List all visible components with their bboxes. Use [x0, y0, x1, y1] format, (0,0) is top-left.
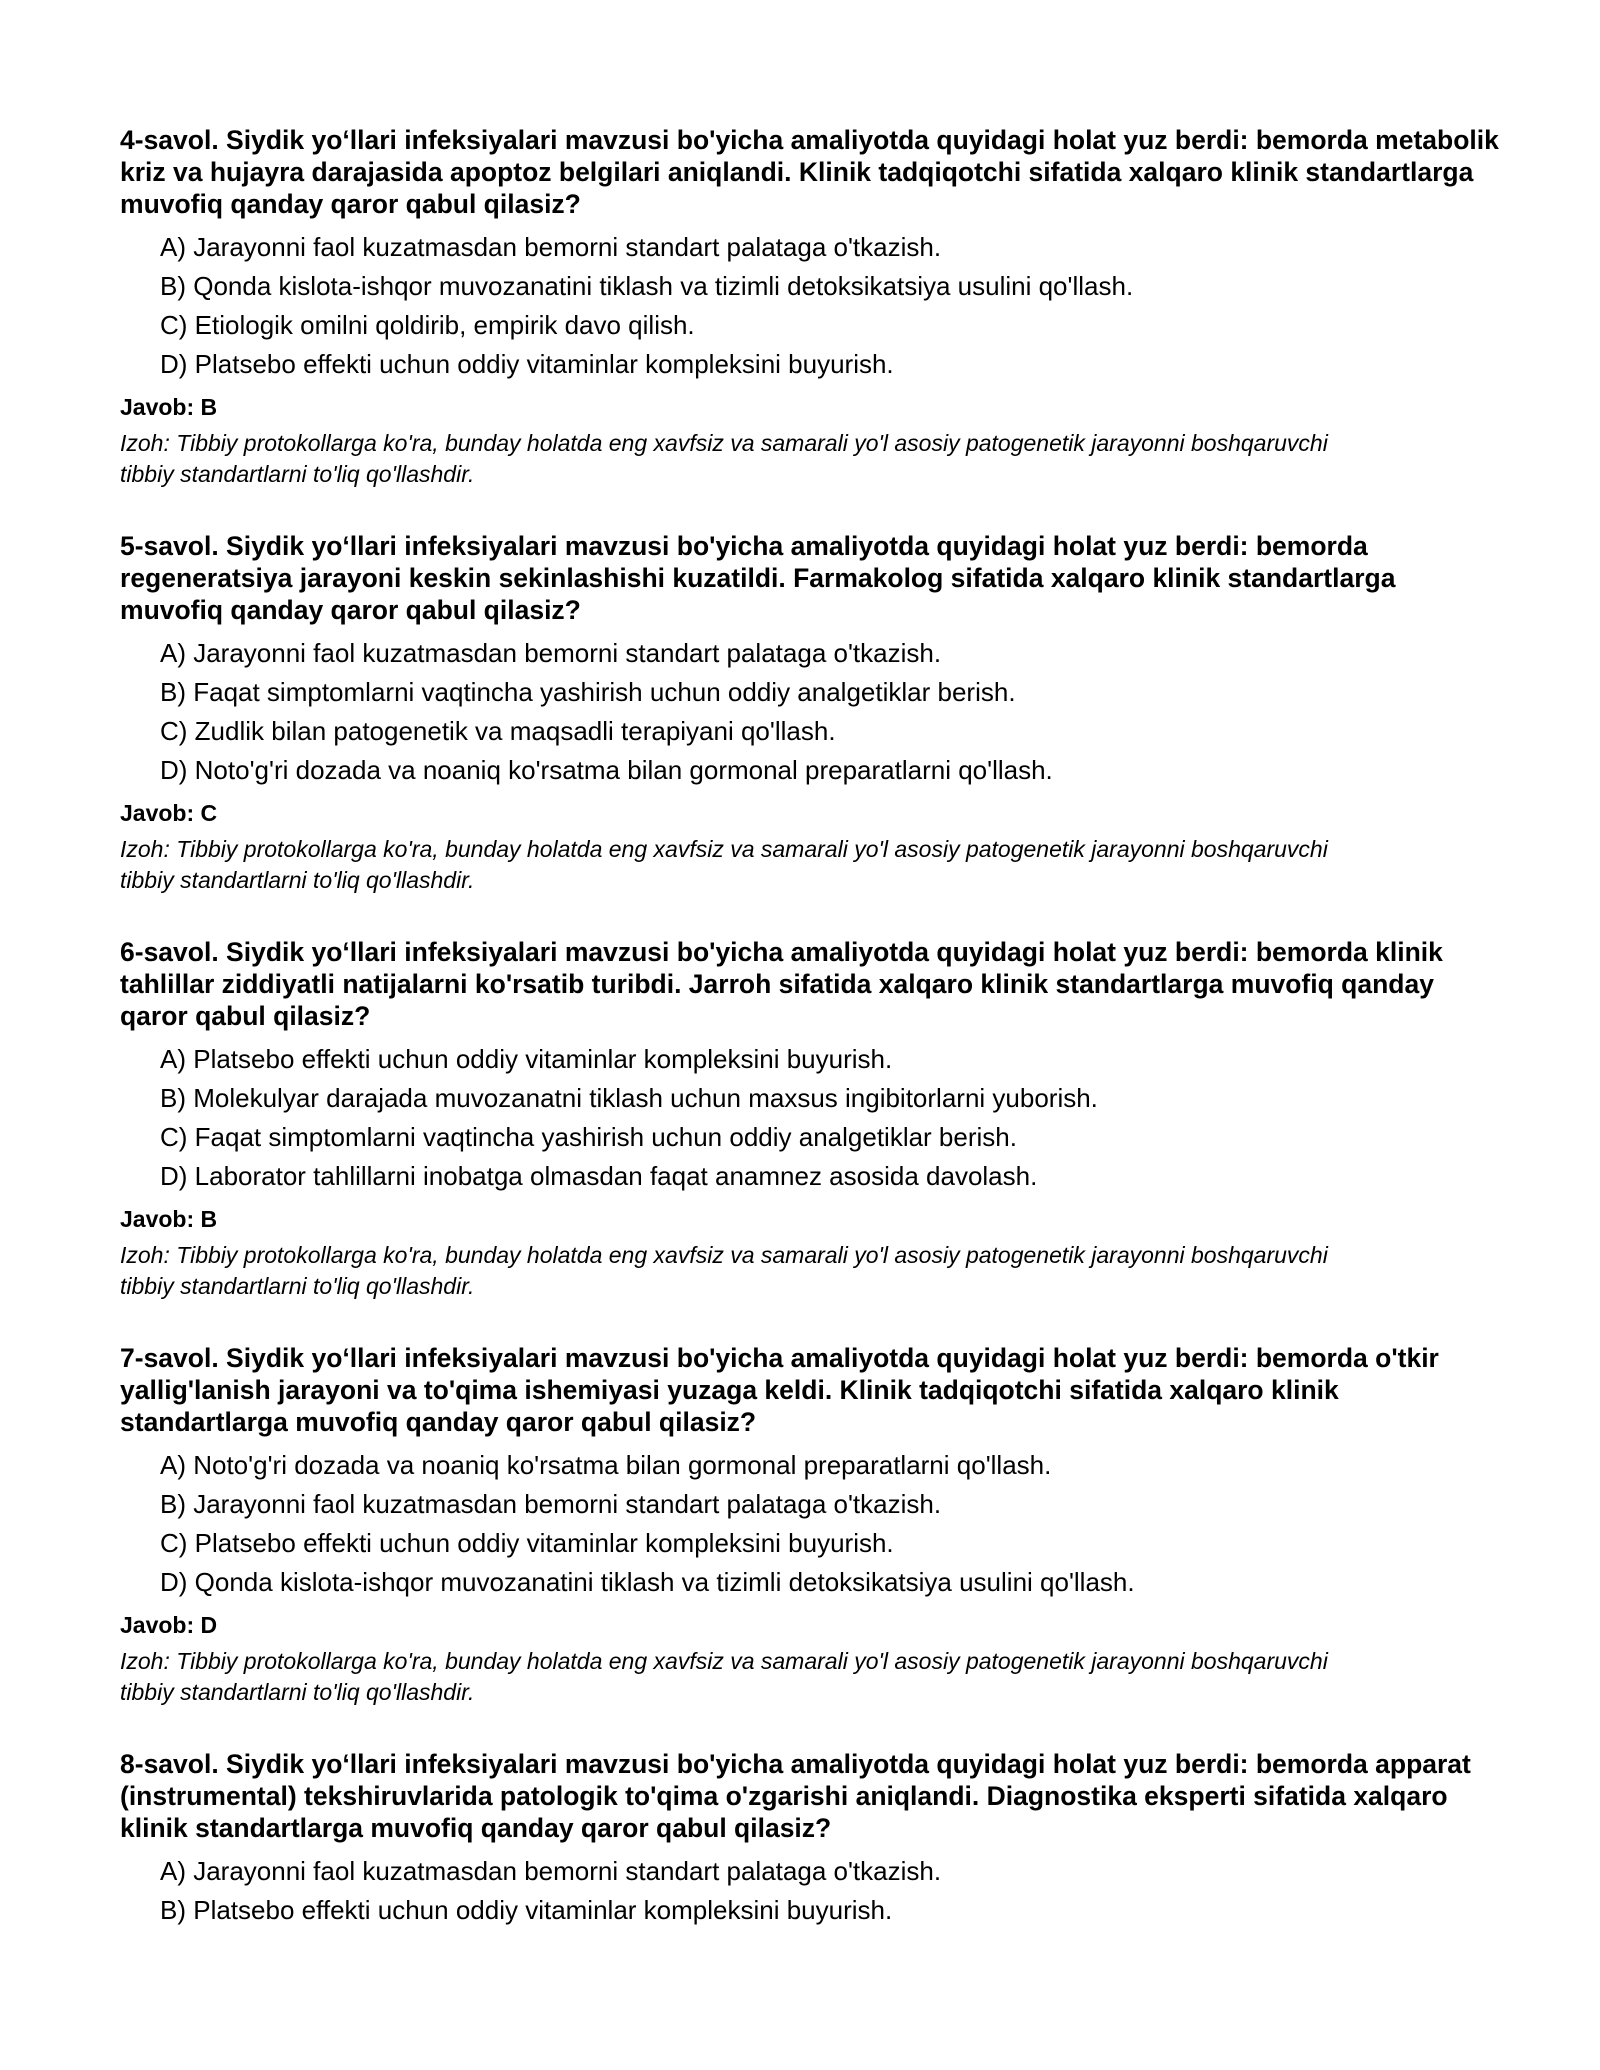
option-b: B) Platsebo effekti uchun oddiy vitaminlar kompleksini buyurish.	[160, 1895, 893, 1925]
answer: Javob: B	[120, 394, 218, 420]
note: Izoh: Tibbiy protokollarga ko'ra, bunday holatda eng xavfsiz va samarali yo'l asosiy patogenetik jarayonni boshqaruvchi tibbiy standartlarni to'liq qo'llashdir.	[120, 1242, 1328, 1299]
question-7	[120, 1342, 1500, 1708]
option-c: C) Zudlik bilan patogenetik va maqsadli terapiyani qo'llash.	[160, 716, 836, 746]
note: Izoh: Tibbiy protokollarga ko'ra, bunday holatda eng xavfsiz va samarali yo'l asosiy patogenetik jarayonni boshqaruvchi tibbiy standartlarni to'liq qo'llashdir.	[120, 1648, 1328, 1705]
document-page	[120, 124, 1500, 1970]
answer: Javob: B	[120, 1206, 218, 1232]
question-title: 7-savol. Siydik yo‘llari infeksiyalari mavzusi bo'yicha amaliyotda quyidagi holat yuz berdi: bemorda o'tkir yallig'lanish jarayoni va to'qima ishemiyasi yuzaga keldi. Klinik tadqiqotchi sifatida xalqaro klinik standartlarga muvofiq qanday qaror qabul qilasiz?	[120, 1343, 1439, 1437]
option-c: C) Etiologik omilni qoldirib, empirik davo qilish.	[160, 310, 695, 340]
option-d: D) Platsebo effekti uchun oddiy vitaminlar kompleksini buyurish.	[160, 349, 894, 379]
options-list	[120, 228, 1500, 384]
option-d: D) Noto'g'ri dozada va noaniq ko'rsatma bilan gormonal preparatlarni qo'llash.	[160, 755, 1053, 785]
question-8	[120, 1748, 1500, 1930]
question-title: 8-savol. Siydik yo‘llari infeksiyalari mavzusi bo'yicha amaliyotda quyidagi holat yuz berdi: bemorda apparat (instrumental) tekshiruvlarida patologik to'qima o'zgarishi aniqlandi. Diagnostika eksperti sifatida xalqaro klinik standartlarga muvofiq qanday qaror qabul qilasiz?	[120, 1749, 1471, 1843]
question-6	[120, 936, 1500, 1302]
question-title: 6-savol. Siydik yo‘llari infeksiyalari mavzusi bo'yicha amaliyotda quyidagi holat yuz berdi: bemorda klinik tahlillar ziddiyatli natijalarni ko'rsatib turibdi. Jarroh sifatida xalqaro klinik standartlarga muvofiq qanday qaror qabul qilasiz?	[120, 937, 1443, 1031]
option-b: B) Faqat simptomlarni vaqtincha yashirish uchun oddiy analgetiklar berish.	[160, 677, 1016, 707]
option-a: A) Platsebo effekti uchun oddiy vitaminlar kompleksini buyurish.	[160, 1044, 893, 1074]
question-4	[120, 124, 1500, 490]
option-a: A) Jarayonni faol kuzatmasdan bemorni standart palataga o'tkazish.	[160, 232, 942, 262]
option-a: A) Noto'g'ri dozada va noaniq ko'rsatma bilan gormonal preparatlarni qo'llash.	[160, 1450, 1052, 1480]
options-list	[120, 1446, 1500, 1602]
answer: Javob: C	[120, 800, 218, 826]
option-b: B) Qonda kislota-ishqor muvozanatini tiklash va tizimli detoksikatsiya usulini qo'llash.	[160, 271, 1134, 301]
option-b: B) Molekulyar darajada muvozanatni tiklash uchun maxsus ingibitorlarni yuborish.	[160, 1083, 1098, 1113]
question-title: 5-savol. Siydik yo‘llari infeksiyalari mavzusi bo'yicha amaliyotda quyidagi holat yuz berdi: bemorda regeneratsiya jarayoni keskin sekinlashishi kuzatildi. Farmakolog sifatida xalqaro klinik standartlarga muvofiq qanday qaror qabul qilasiz?	[120, 531, 1396, 625]
option-a: A) Jarayonni faol kuzatmasdan bemorni standart palataga o'tkazish.	[160, 1856, 942, 1886]
option-d: D) Qonda kislota-ishqor muvozanatini tiklash va tizimli detoksikatsiya usulini qo'llash.	[160, 1567, 1135, 1597]
option-d: D) Laborator tahlillarni inobatga olmasdan faqat anamnez asosida davolash.	[160, 1161, 1038, 1191]
answer: Javob: D	[120, 1612, 218, 1638]
options-list	[120, 634, 1500, 790]
note: Izoh: Tibbiy protokollarga ko'ra, bunday holatda eng xavfsiz va samarali yo'l asosiy patogenetik jarayonni boshqaruvchi tibbiy standartlarni to'liq qo'llashdir.	[120, 836, 1328, 893]
option-b: B) Jarayonni faol kuzatmasdan bemorni standart palataga o'tkazish.	[160, 1489, 942, 1519]
option-c: C) Faqat simptomlarni vaqtincha yashirish uchun oddiy analgetiklar berish.	[160, 1122, 1017, 1152]
option-c: C) Platsebo effekti uchun oddiy vitaminlar kompleksini buyurish.	[160, 1528, 894, 1558]
option-a: A) Jarayonni faol kuzatmasdan bemorni standart palataga o'tkazish.	[160, 638, 942, 668]
options-list	[120, 1040, 1500, 1196]
question-title: 4-savol. Siydik yo‘llari infeksiyalari mavzusi bo'yicha amaliyotda quyidagi holat yuz berdi: bemorda metabolik kriz va hujayra darajasida apoptoz belgilari aniqlandi. Klinik tadqiqotchi sifatida xalqaro klinik standartlarga muvofiq qanday qaror qabul qilasiz?	[120, 125, 1499, 219]
note: Izoh: Tibbiy protokollarga ko'ra, bunday holatda eng xavfsiz va samarali yo'l asosiy patogenetik jarayonni boshqaruvchi tibbiy standartlarni to'liq qo'llashdir.	[120, 430, 1328, 487]
options-list	[120, 1852, 1500, 1930]
question-5	[120, 530, 1500, 896]
